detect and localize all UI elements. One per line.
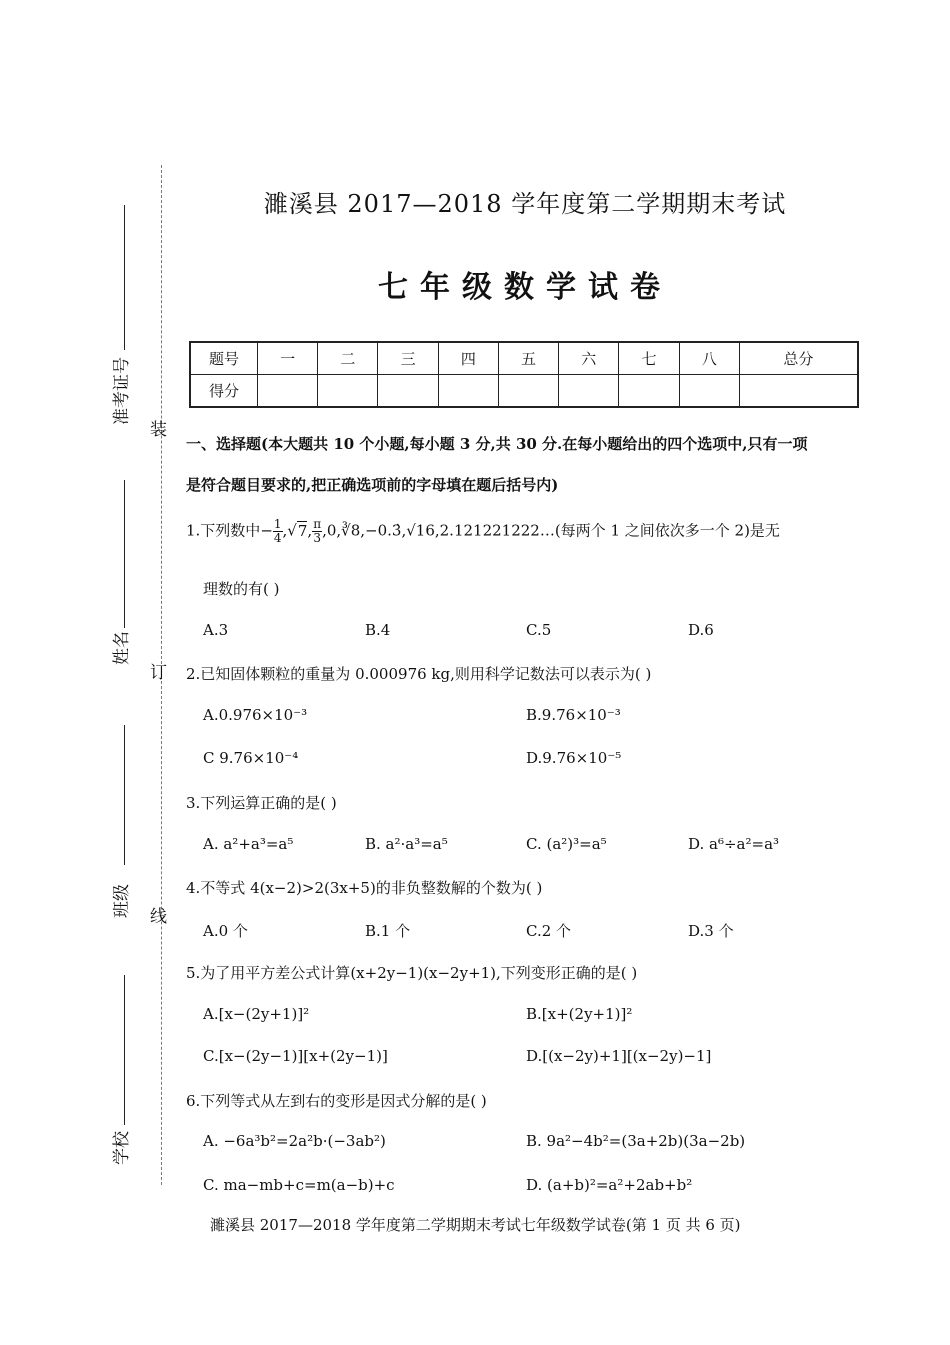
q1-option-b[interactable]: B.4 [365,621,391,639]
q1-fraction-pi [312,518,322,545]
table-cell: 七 [619,342,679,375]
q6-option-b[interactable]: B. 9a²−4b²=(3a+2b)(3a−2b) [526,1132,746,1150]
binding-char-zhuang: 装 [150,420,167,440]
score-cell[interactable] [619,375,679,408]
class-line [124,725,125,865]
frac-num: π [313,517,322,531]
score-cell[interactable] [258,375,318,408]
q2-option-d[interactable]: D.9.76×10⁻⁵ [526,749,622,767]
exam-title: 濉溪县 2017—2018 学年度第二学期期末考试 [263,190,787,218]
table-cell: 二 [318,342,378,375]
score-cell[interactable] [378,375,438,408]
school-label: 学校 [112,1131,132,1165]
q2-option-b[interactable]: B.9.76×10⁻³ [526,706,621,724]
table-cell: 一 [258,342,318,375]
q3-option-b[interactable]: B. a²·a³=a⁵ [365,835,448,853]
table-cell: 六 [559,342,619,375]
q6-stem: 6.下列等式从左到右的变形是因式分解的是( ) [186,1092,487,1110]
frac-num: 1 [273,517,282,531]
q5-stem: 5.为了用平方差公式计算(x+2y−1)(x−2y+1),下列变形正确的是( ) [186,964,638,982]
section1-heading-line2: 是符合题目要求的,把正确选项前的字母填在题后括号内) [186,476,559,494]
score-cell[interactable] [318,375,378,408]
binding-char-ding: 订 [150,663,167,683]
exam-id-label: 准考证号 [112,357,132,425]
table-cell: 总分 [739,342,858,375]
q1-stem: 1.下列数中− $\frac{1}{4}$ ,√7, $\frac{\pi}{3}$ ,0,∛8,−0.3̇,√16,2.121221222…(每两个 1 之间依次多一个 2)是无 [186,517,780,545]
table-cell: 八 [679,342,739,375]
q1-rest: ,0,∛8,−0.3̇,√16,2.121221222…(每两个 1 之间依次多一个 2)是无 [322,521,780,540]
q1-option-d[interactable]: D.6 [688,621,714,639]
score-table [189,341,859,408]
class-label: 班级 [112,884,132,918]
section1-heading-line1: 一、选择题(本大题共 10 个小题,每小题 3 分,共 30 分.在每小题给出的四个选项中,只有一项 [186,435,808,453]
q2-option-c[interactable]: C 9.76×10⁻⁴ [203,749,299,767]
score-cell[interactable] [559,375,619,408]
q3-option-d[interactable]: D. a⁶÷a²=a³ [688,835,780,853]
frac-den: 3 [313,531,321,545]
q6-option-d[interactable]: D. (a+b)²=a²+2ab+b² [526,1176,693,1194]
name-line [124,480,125,628]
q6-option-c[interactable]: C. ma−mb+c=m(a−b)+c [203,1176,395,1194]
school-line [124,975,125,1125]
q1-fraction-quarter [273,518,283,545]
q4-option-b[interactable]: B.1 个 [365,922,411,940]
q5-option-c[interactable]: C.[x−(2y−1)][x+(2y−1)] [203,1047,388,1065]
table-cell: 三 [378,342,438,375]
q6-option-a[interactable]: A. −6a³b²=2a²b·(−3ab²) [203,1132,386,1150]
q4-stem: 4.不等式 4(x−2)>2(3x+5)的非负整数解的个数为( ) [186,879,543,897]
binding-char-xian: 线 [150,907,167,927]
score-cell[interactable] [679,375,739,408]
q4-option-d[interactable]: D.3 个 [688,922,734,940]
score-table-header-row [190,342,858,375]
q3-option-c[interactable]: C. (a²)³=a⁵ [526,835,607,853]
q1-option-a[interactable]: A.3 [203,621,229,639]
table-cell: 得分 [190,375,258,408]
score-cell[interactable] [739,375,858,408]
table-cell: 四 [438,342,498,375]
score-cell[interactable] [498,375,558,408]
q5-option-d[interactable]: D.[(x−2y)+1][(x−2y)−1] [526,1047,712,1065]
table-cell: 题号 [190,342,258,375]
q1-lead: 1.下列数中 [186,521,261,540]
score-table-score-row [190,375,858,408]
q5-option-b[interactable]: B.[x+(2y+1)]² [526,1005,633,1023]
q4-option-c[interactable]: C.2 个 [526,922,572,940]
q2-option-a[interactable]: A.0.976×10⁻³ [203,706,308,724]
q1-option-c[interactable]: C.5 [526,621,552,639]
q3-stem: 3.下列运算正确的是( ) [186,794,337,812]
name-label: 姓名 [112,631,132,665]
exam-subtitle: 七年级数学试卷 [378,270,672,305]
q5-option-a[interactable]: A.[x−(2y+1)]² [203,1005,310,1023]
q2-stem: 2.已知固体颗粒的重量为 0.000976 kg,则用科学记数法可以表示为( ) [186,665,652,683]
table-cell: 五 [498,342,558,375]
q1-sqrt7: 7 [297,521,308,540]
q1-continuation: 理数的有( ) [203,580,280,598]
q3-option-a[interactable]: A. a²+a³=a⁵ [203,835,294,853]
frac-den: 4 [273,531,282,545]
q4-option-a[interactable]: A.0 个 [203,922,248,940]
page-footer: 濉溪县 2017—2018 学年度第二学期期末考试七年级数学试卷(第 1 页 共 6 页) [210,1216,741,1234]
score-cell[interactable] [438,375,498,408]
